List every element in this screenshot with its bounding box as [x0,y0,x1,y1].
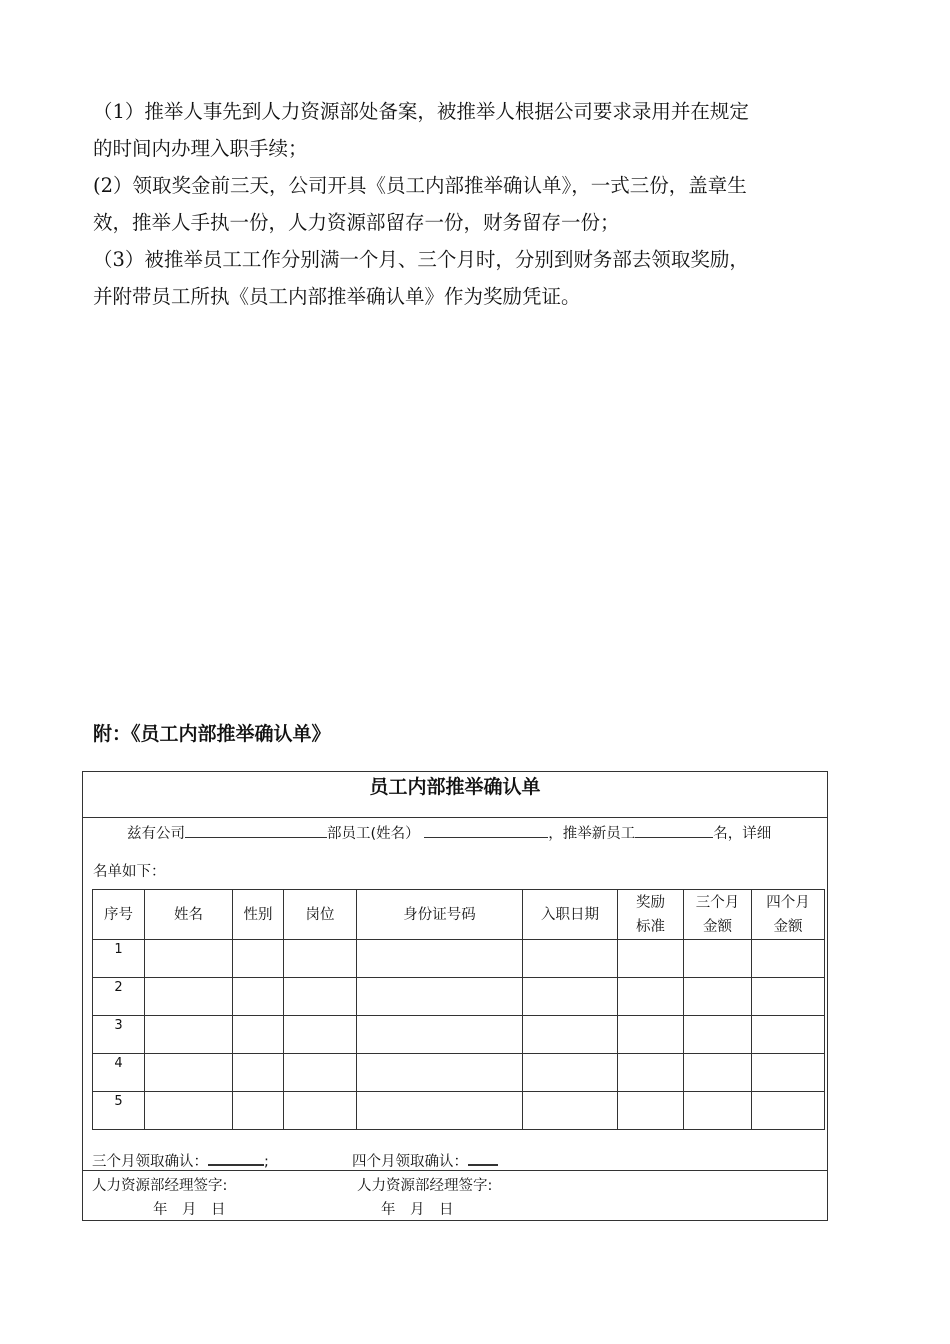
form-title: 员工内部推举确认单 [369,776,541,798]
cell[interactable] [684,978,752,1016]
divider [83,817,827,818]
table-row [93,978,825,1016]
three-month-blank[interactable] [208,1150,264,1166]
hr-signature-right: 人力资源部经理签字: [357,1178,493,1194]
cell[interactable] [752,940,825,978]
cell[interactable] [523,1016,618,1054]
cell[interactable] [145,1016,233,1054]
count-blank[interactable] [635,823,713,838]
col-header: 岗位 [284,890,357,940]
cell[interactable] [618,940,684,978]
cell[interactable] [684,1016,752,1054]
table-header-row [93,890,825,940]
cell[interactable] [752,1016,825,1054]
form-intro [127,822,771,843]
cell[interactable] [145,978,233,1016]
cell[interactable] [284,978,357,1016]
intro-line-2: 名单如下： [93,864,166,880]
intro-text: 兹有公司 [127,826,185,842]
cell[interactable] [233,978,284,1016]
attachment-title: 附：《员工内部推举确认单》 [93,723,331,745]
rules-section [93,93,863,315]
cell[interactable] [523,940,618,978]
row-number: 3 [93,1016,145,1054]
confirm-label: 三个月领取确认： [92,1154,208,1170]
col-header: 奖励 标准 [618,890,684,940]
row-number: 1 [93,940,145,978]
confirm-label: 四个月领取确认： [352,1154,468,1170]
cell[interactable] [357,978,523,1016]
table-row [93,940,825,978]
cell[interactable] [284,1054,357,1092]
paragraph-line: 并附带员工所执《员工内部推举确认单》作为奖励凭证。 [93,285,581,308]
cell[interactable] [233,1054,284,1092]
cell[interactable] [618,1016,684,1054]
paragraph-line: （1）推举人事先到人力资源部处备案，被推举人根据公司要求录用并在规定 [93,100,749,123]
employee-name-blank[interactable] [424,823,548,838]
paragraph-line: （3）被推举员工工作分别满一个月、三个月时，分别到财务部去领取奖励， [93,248,749,271]
four-month-confirm [352,1150,498,1171]
col-header: 姓名 [145,890,233,940]
cell[interactable] [523,1092,618,1130]
referral-table [92,889,825,1130]
cell[interactable] [233,1092,284,1130]
col-header: 入职日期 [523,890,618,940]
cell[interactable] [357,1016,523,1054]
cell[interactable] [145,1092,233,1130]
cell[interactable] [233,1016,284,1054]
intro-text: 部员工(姓名） [327,826,420,842]
cell[interactable] [357,940,523,978]
cell[interactable] [618,978,684,1016]
table-row [93,1016,825,1054]
cell[interactable] [284,940,357,978]
cell[interactable] [752,1092,825,1130]
intro-text: ，推举新员工 [548,826,636,842]
cell[interactable] [684,1054,752,1092]
cell[interactable] [523,1054,618,1092]
cell[interactable] [752,978,825,1016]
cell[interactable] [618,1054,684,1092]
col-header: 四个月 金额 [752,890,825,940]
col-header: 三个月 金额 [684,890,752,940]
cell[interactable] [357,1092,523,1130]
confirmation-form [82,771,828,1221]
divider [83,1170,827,1171]
cell[interactable] [523,978,618,1016]
cell[interactable] [752,1054,825,1092]
row-number: 5 [93,1092,145,1130]
confirm-end: ; [264,1154,269,1170]
intro-text: 名，详细 [713,826,772,842]
cell[interactable] [684,940,752,978]
cell[interactable] [357,1054,523,1092]
col-header: 身份证号码 [357,890,523,940]
row-number: 4 [93,1054,145,1092]
four-month-blank[interactable] [468,1150,498,1166]
date-right: 年 月 日 [381,1202,454,1218]
paragraph-line: 的时间内办理入职手续； [93,137,308,160]
cell[interactable] [284,1092,357,1130]
three-month-confirm [92,1150,269,1171]
table-row [93,1054,825,1092]
cell[interactable] [145,940,233,978]
col-header: 性别 [233,890,284,940]
paragraph-line: (2）领取奖金前三天，公司开具《员工内部推举确认单》，一式三份，盖章生 [93,174,747,197]
hr-signature-left: 人力资源部经理签字: [92,1178,228,1194]
table-row [93,1092,825,1130]
cell[interactable] [233,940,284,978]
cell[interactable] [145,1054,233,1092]
cell[interactable] [284,1016,357,1054]
date-left: 年 月 日 [153,1202,226,1218]
row-number: 2 [93,978,145,1016]
paragraph-line: 效，推举人手执一份，人力资源部留存一份，财务留存一份； [93,211,620,234]
col-header: 序号 [93,890,145,940]
company-blank[interactable] [185,823,327,838]
cell[interactable] [684,1092,752,1130]
cell[interactable] [618,1092,684,1130]
